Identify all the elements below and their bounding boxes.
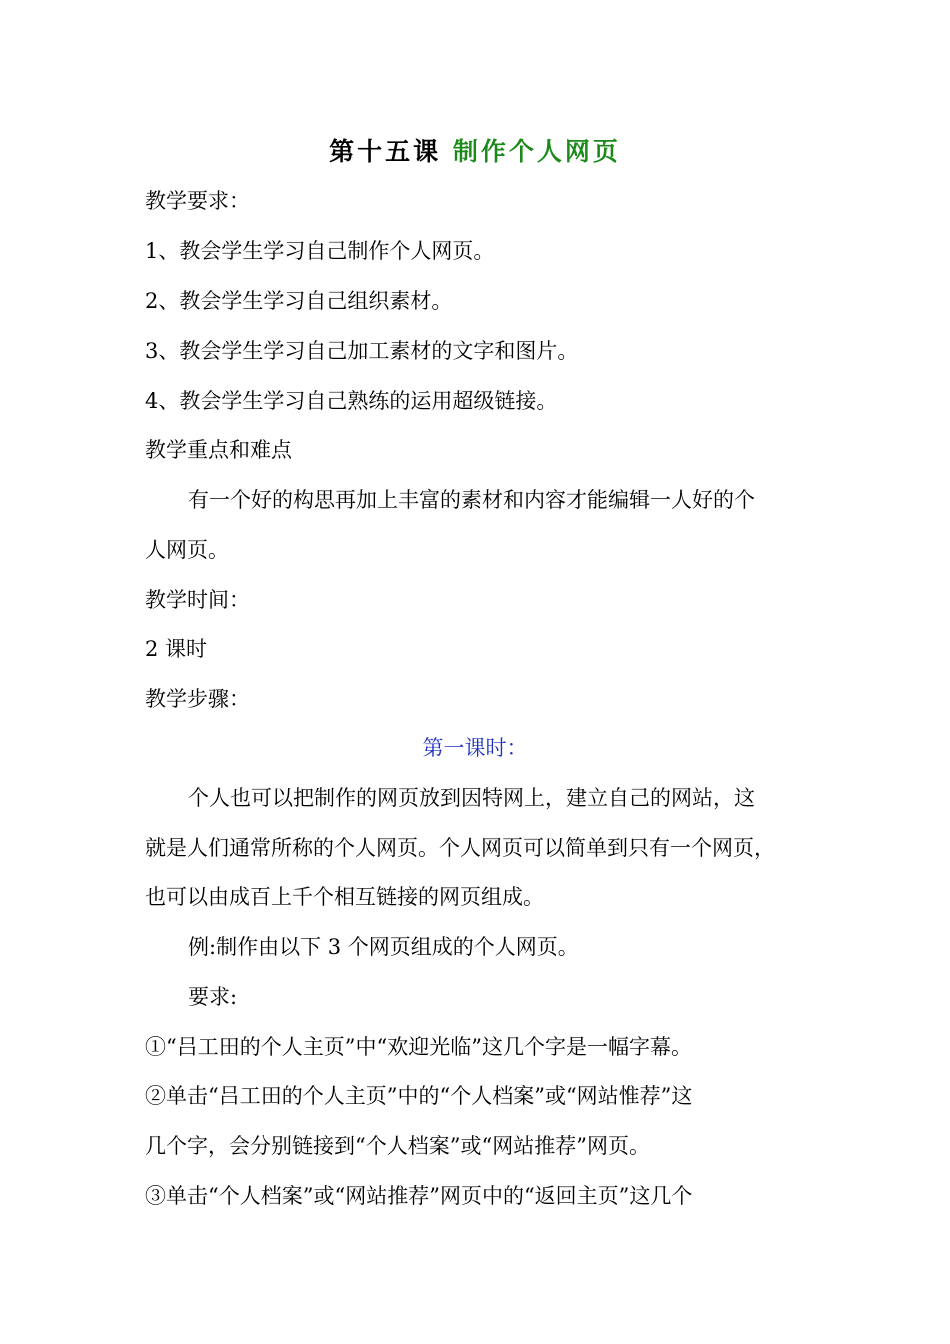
requirement-item-3: 3、教会学生学习自己加工素材的文字和图片。 [145, 339, 579, 363]
requirements-heading: 教学要求： [145, 189, 250, 213]
req-line-2: ②单击“吕工田的个人主页”中的“个人档案”或“网站惟荐”这 [145, 1084, 693, 1108]
page-title [0, 134, 950, 170]
example-line: 例:制作由以下 3 个网页组成的个人网页。 [188, 935, 579, 959]
time-heading: 教学时间： [145, 588, 250, 612]
focus-line-1: 有一个好的构思再加上丰富的素材和内容才能编辑一人好的个 [188, 488, 755, 512]
requirement-item-4: 4、教会学生学习自己熟练的运用超级链接。 [145, 389, 558, 413]
focus-heading: 教学重点和难点 [145, 438, 292, 462]
requirement-item-1: 1、教会学生学习自己制作个人网页。 [145, 239, 495, 263]
time-value: 2 课时 [145, 637, 208, 661]
intro-line-2: 就是人们通常所称的个人网页。个人网页可以简单到只有一个网页， [145, 836, 775, 860]
req-line-1: ①“吕工田的个人主页”中“欢迎光临”这几个字是一幅字幕。 [145, 1035, 692, 1059]
title-main: 制作个人网页 [452, 137, 621, 166]
intro-line-1: 个人也可以把制作的网页放到因特网上，建立自己的网站，这 [188, 786, 755, 810]
req-line-4: ③单击“个人档案”或“网站推荐”网页中的“返回主页”这几个 [145, 1184, 693, 1208]
intro-line-3: 也可以由成百上千个相互链接的网页组成。 [145, 885, 544, 909]
steps-heading: 教学步骤： [145, 687, 250, 711]
lesson-heading: 第一课时： [422, 736, 528, 760]
focus-line-2: 人网页。 [145, 538, 229, 562]
req-line-3: 几个字，会分别链接到“个人档案”或“网站推荐”网页。 [145, 1134, 650, 1158]
requirement-item-2: 2、教会学生学习自己组织素材。 [145, 289, 453, 313]
title-prefix: 第十五课 [329, 137, 442, 166]
requirement-label: 要求: [188, 985, 238, 1009]
